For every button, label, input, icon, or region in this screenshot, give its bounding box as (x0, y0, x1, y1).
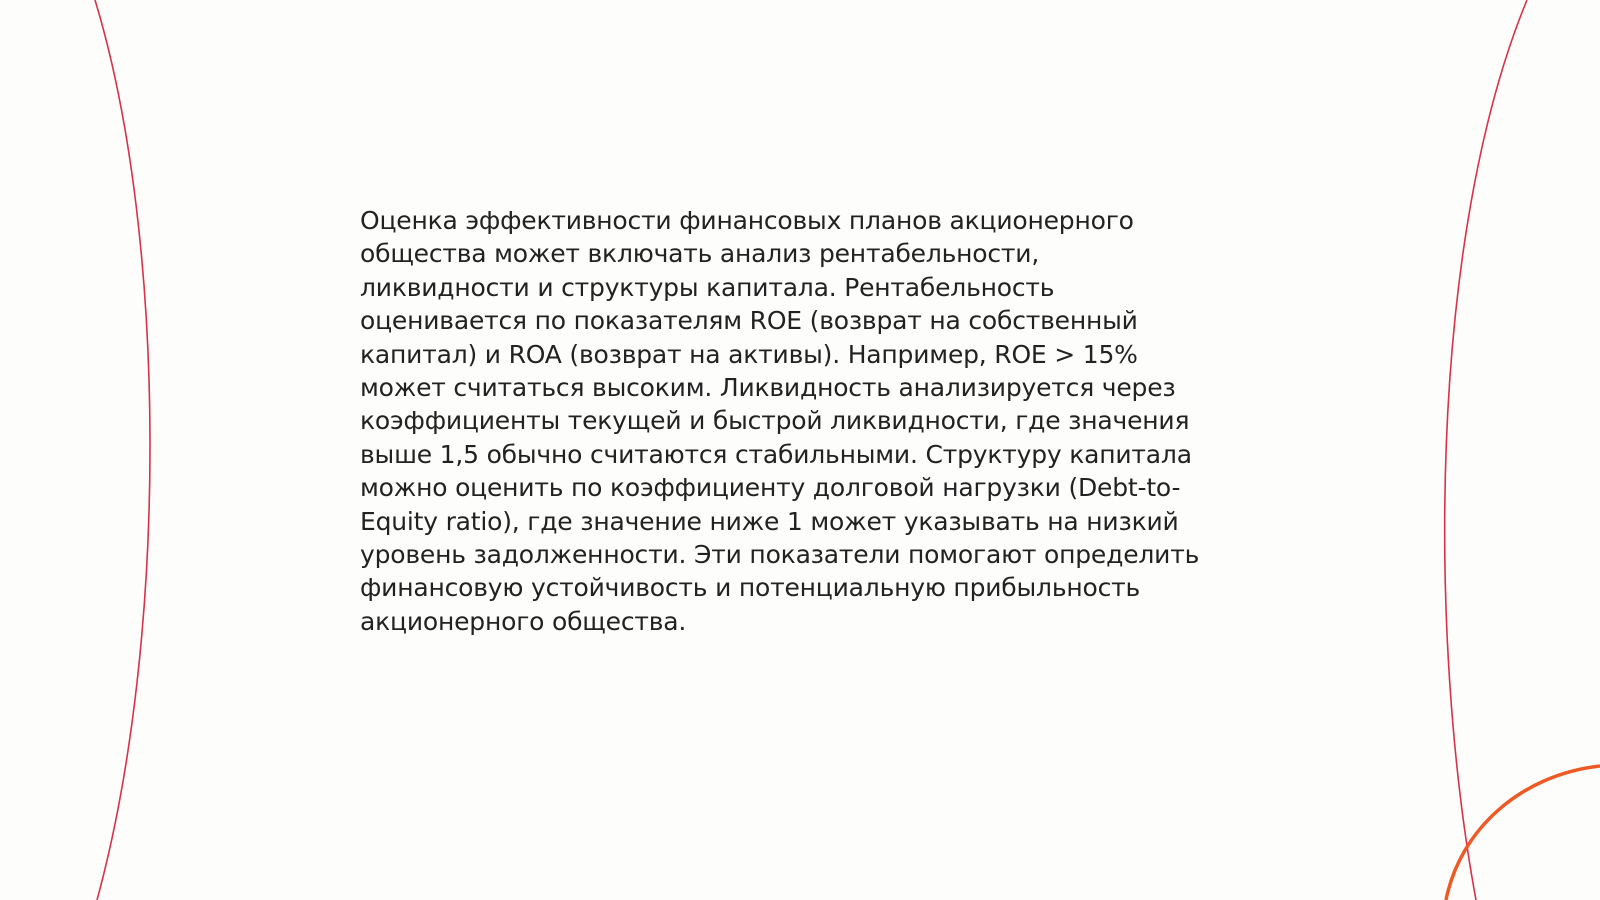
right-curve-line (1445, 0, 1527, 900)
slide-body-text: Оценка эффективности финансовых планов акционерного общества может включать анализ рентабельности, ликвидности и структуры капитала. Рентабельность оценивается по показателям ROE (возврат на собственный капитал) и ROA (возврат на активы). Например, ROE > 15% может считаться высоким. Ликвидность анализируется через коэффициенты текущей и быстрой ликвидности, где значения выше 1,5 обычно считаются стабильными. Структуру капитала можно оценить по коэффициенту долговой нагрузки (Debt-to- Equity ratio), где значение ниже 1 может указывать на низкий уровень задолженности. Эти показатели помогают определить финансовую устойчивость и потенциальную прибыльность акционерного общества. (360, 206, 1200, 636)
accent-arc (1446, 766, 1600, 900)
left-curve-line (95, 0, 150, 900)
